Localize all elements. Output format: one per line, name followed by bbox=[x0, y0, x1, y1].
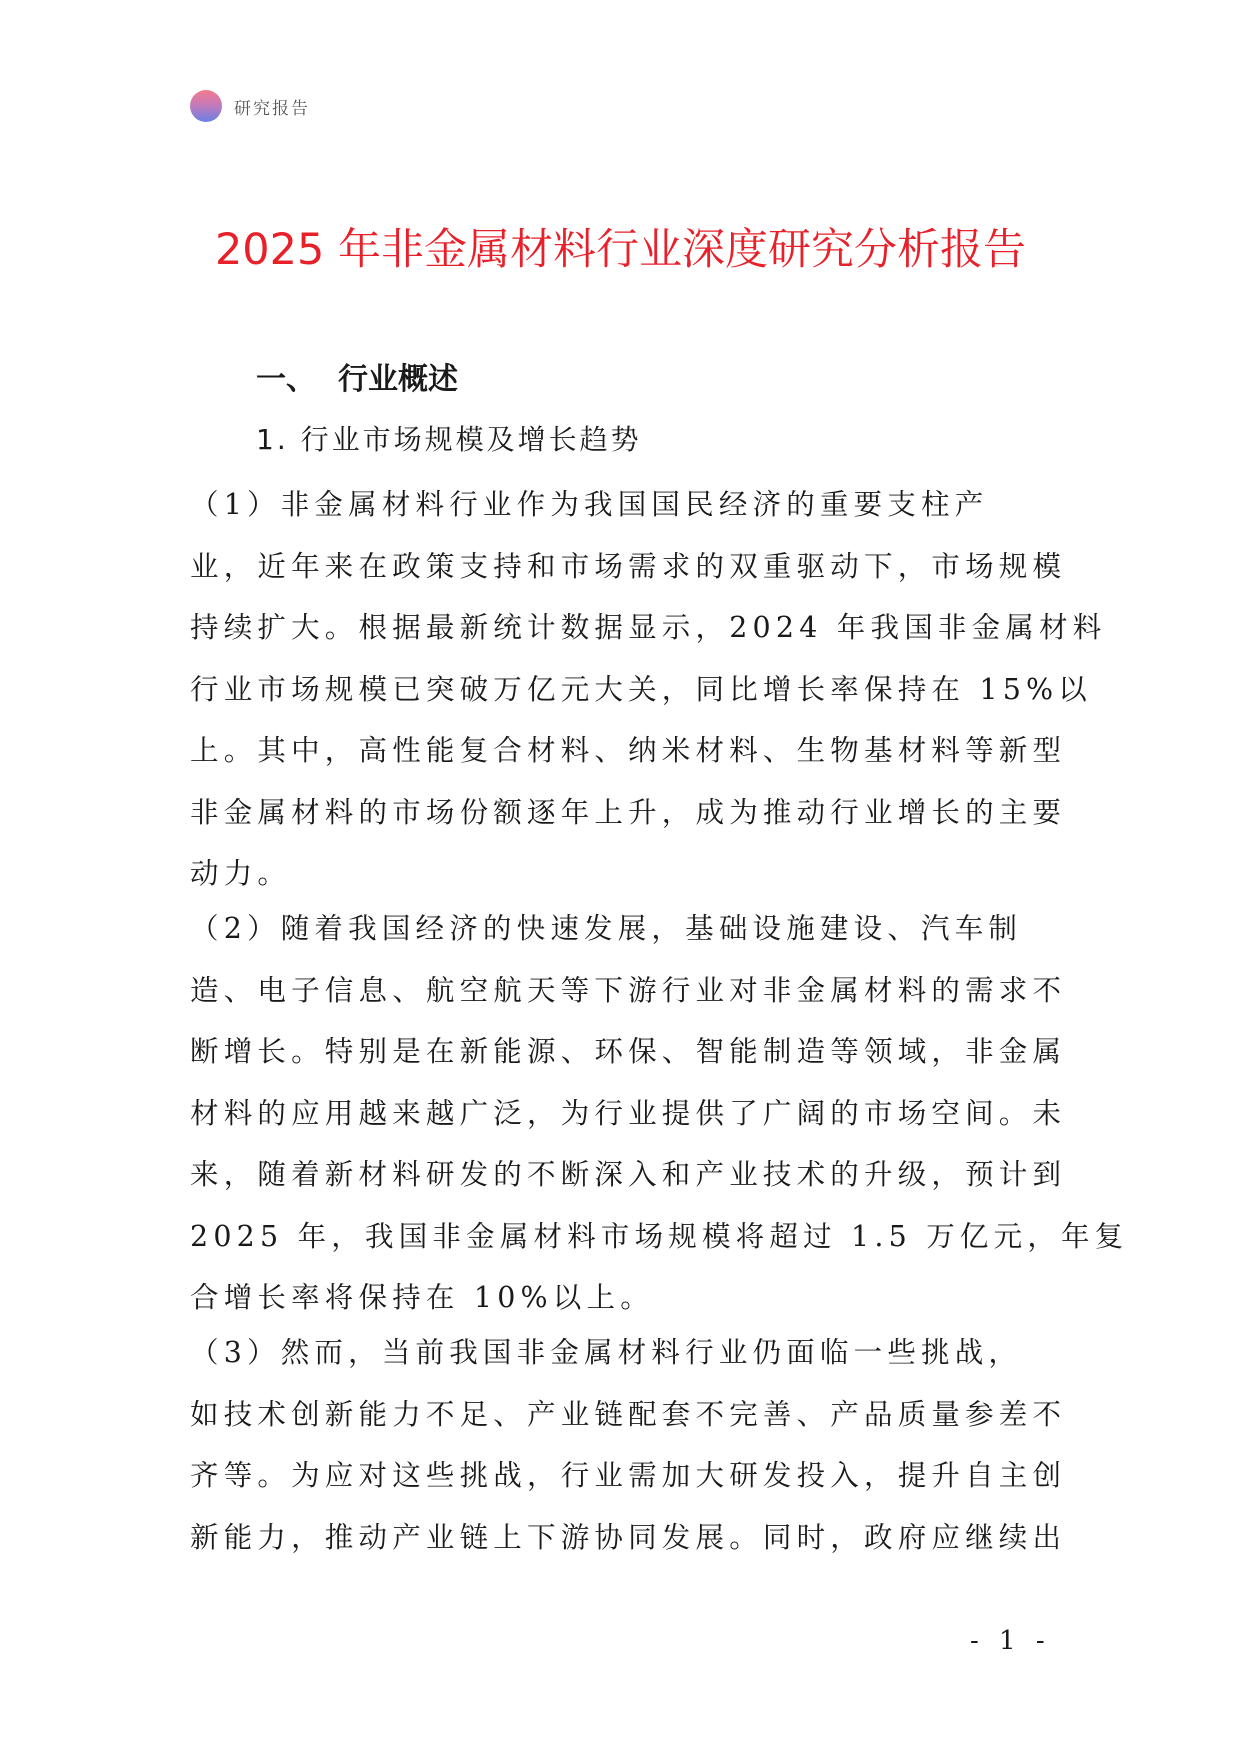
paragraph-1 bbox=[190, 474, 1107, 905]
text-line: 2025 年，我国非金属材料市场规模将超过 1.5 万亿元，年复 bbox=[190, 1219, 1129, 1253]
text-line: 如技术创新能力不足、产业链配套不完善、产品质量参差不 bbox=[190, 1397, 1067, 1431]
subsection-heading: 1. 行业市场规模及增长趋势 bbox=[256, 423, 642, 456]
text-line: 业，近年来在政策支持和市场需求的双重驱动下，市场规模 bbox=[190, 549, 1067, 583]
text-line: 持续扩大。根据最新统计数据显示，2024 年我国非金属材料 bbox=[190, 611, 1107, 644]
section-number: 一、 bbox=[256, 362, 316, 397]
text-line: （1）非金属材料行业作为我国国民经济的重要支柱产 bbox=[190, 488, 989, 521]
page-number: - 1 - bbox=[970, 1626, 1051, 1656]
text-line: 齐等。为应对这些挑战，行业需加大研发投入，提升自主创 bbox=[190, 1459, 1067, 1492]
text-line: 上。其中，高性能复合材料、纳米材料、生物基材料等新型 bbox=[190, 734, 1067, 767]
paragraph-3 bbox=[190, 1322, 1067, 1568]
paragraph-2 bbox=[190, 898, 1129, 1329]
text-line: 新能力，推动产业链上下游协同发展。同时，政府应继续出 bbox=[190, 1520, 1067, 1554]
page-header bbox=[190, 88, 310, 124]
section-title: 行业概述 bbox=[338, 362, 458, 397]
text-line: 非金属材料的市场份额逐年上升，成为推动行业增长的主要 bbox=[190, 795, 1067, 829]
text-line: 行业市场规模已突破万亿元大关，同比增长率保持在 15%以 bbox=[190, 672, 1093, 706]
text-line: 造、电子信息、航空航天等下游行业对非金属材料的需求不 bbox=[190, 973, 1067, 1007]
text-line: 动力。 bbox=[190, 857, 292, 890]
section-heading bbox=[256, 358, 458, 402]
text-line: 断增长。特别是在新能源、环保、智能制造等领域，非金属 bbox=[190, 1035, 1067, 1068]
header-label: 研究报告 bbox=[234, 98, 310, 119]
text-line: （3）然而，当前我国非金属材料行业仍面临一些挑战， bbox=[190, 1336, 1023, 1369]
text-line: 来，随着新材料研发的不断深入和产业技术的升级，预计到 bbox=[190, 1158, 1067, 1191]
document-title: 2025 年非金属材料行业深度研究分析报告 bbox=[214, 225, 1027, 275]
text-line: （2）随着我国经济的快速发展，基础设施建设、汽车制 bbox=[190, 912, 1023, 945]
logo-icon bbox=[190, 90, 222, 122]
text-line: 合增长率将保持在 10%以上。 bbox=[190, 1281, 654, 1314]
text-line: 材料的应用越来越广泛，为行业提供了广阔的市场空间。未 bbox=[190, 1096, 1067, 1130]
